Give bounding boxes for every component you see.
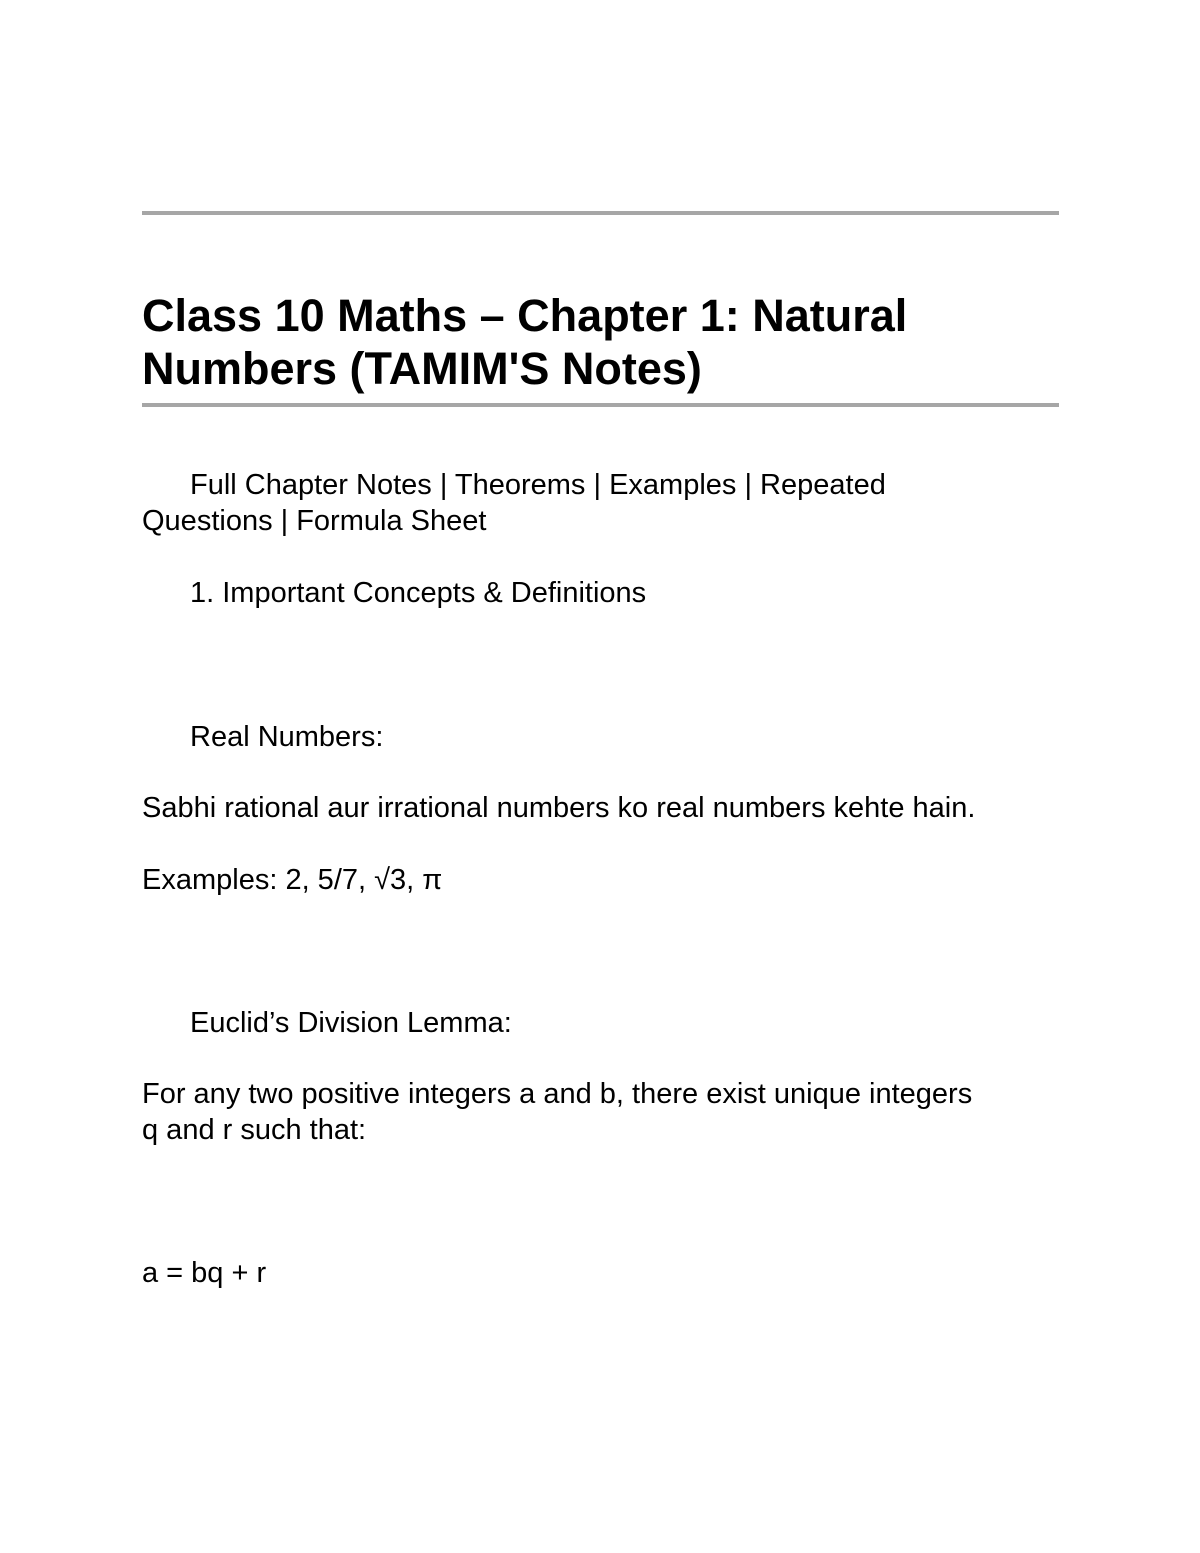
real-numbers-definition: Sabhi rational aur irrational numbers ko real numbers kehte hain. [142,792,976,824]
real-numbers-heading: Real Numbers: [190,721,384,753]
euclid-statement [142,1076,1072,1148]
euclid-formula: a = bq + r [142,1257,267,1289]
euclid-statement-line-2: q and r such that: [142,1114,367,1146]
euclid-heading: Euclid’s Division Lemma: [190,1007,512,1039]
subtitle-line-2: Questions | Formula Sheet [142,505,487,537]
real-numbers-examples: Examples: 2, 5/7, √3, π [142,864,443,896]
section-heading: 1. Important Concepts & Definitions [190,577,647,609]
subtitle-line-1: Full Chapter Notes | Theorems | Examples | Repeated [190,469,886,501]
page-title [142,289,1062,395]
top-divider [142,211,1059,215]
title-line-1: Class 10 Maths – Chapter 1: Natural [142,290,908,341]
title-divider [142,403,1059,407]
subtitle [142,467,1072,539]
title-line-2: Numbers (TAMIM'S Notes) [142,343,702,394]
euclid-statement-line-1: For any two positive integers a and b, there exist unique integers [142,1078,973,1110]
